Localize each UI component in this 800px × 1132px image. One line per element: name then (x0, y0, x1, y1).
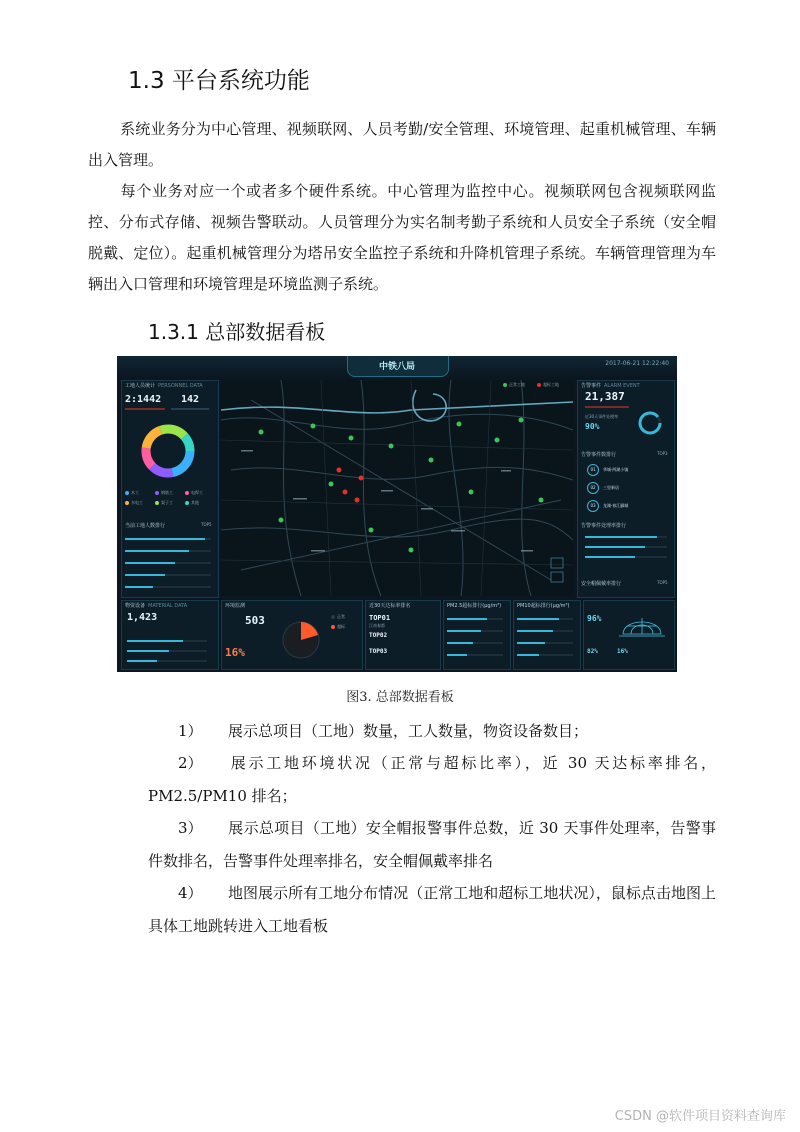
alarm-top-rank-1: 01 (587, 464, 599, 476)
helmet-wireframe-icon (617, 608, 667, 644)
list-item-3-text: 展示总项目（工地）安全帽报警事件总数，近 30 天事件处理率，告警事件数排名，告警事件处理率排名，安全帽佩戴率排名 (148, 819, 716, 870)
list-item-2 (148, 747, 716, 813)
personnel-rank-bar-4 (125, 574, 211, 576)
dashboard-title: 中铁八局 (378, 362, 415, 372)
pm25-row-2 (447, 630, 503, 632)
alarm-title: 告警事件 ALARM EVENT (581, 383, 640, 389)
environment-legend-normal: 正常 (331, 614, 345, 620)
handle-bar-1 (585, 536, 667, 538)
personnel-title: 工地人员统计 PERSONNEL DATA (125, 383, 203, 389)
legend-item-2: 钢筋工 (155, 490, 173, 496)
watermark: CSDN @软件项目资料查询库 (614, 1109, 786, 1124)
helmet-rate-a: 82% (587, 648, 598, 655)
personnel-rank-title: 当前工地人数排行 (125, 523, 166, 529)
legend-item-1: 木工 (125, 490, 139, 496)
environment-pie-chart (279, 618, 323, 662)
list-item-2-number: 2） (178, 754, 203, 772)
alarm-rate-value: 90% (585, 422, 600, 431)
compliance-top02: TOP02 (369, 632, 388, 639)
dashboard-figure (117, 356, 677, 672)
alarm-rate-gauge (637, 410, 663, 436)
helmet-rate-b: 16% (617, 648, 628, 655)
environment-count: 503 (245, 614, 265, 627)
alarm-top-title: 告警事件数排行 (581, 452, 617, 458)
handle-bar-3 (585, 556, 667, 558)
pm10-row-3 (517, 642, 573, 644)
paragraph-1 (88, 114, 716, 176)
legend-item-4: 水电工 (125, 500, 143, 506)
pm10-panel (513, 600, 581, 670)
list-item-4-text: 地图展示所有工地分布情况（正常工地和超标工地状况），鼠标点击地图上具体工地跳转进入工地看板 (148, 884, 716, 935)
pm25-row-4 (447, 654, 503, 656)
personnel-rank-tag: TOP5 (201, 522, 212, 527)
personnel-rank-bar-1 (125, 538, 211, 540)
personnel-rank-bar-5 (125, 586, 211, 588)
paragraph-2 (88, 176, 716, 300)
compliance-top03: TOP03 (369, 648, 388, 655)
list-item-1-text: 展示总项目（工地）数量，工人数量，物资设备数目； (228, 722, 589, 740)
list-item-3-number: 3） (178, 819, 203, 837)
pm10-title: PM10超标排行(μg/m³) (517, 603, 570, 609)
list-item-4-number: 4） (178, 884, 203, 902)
legend-normal-site: 正常工地 (503, 382, 525, 388)
personnel-panel (121, 380, 219, 598)
alarm-count: 21,387 (585, 390, 625, 403)
list-item-3 (148, 812, 716, 878)
environment-title: 环境监测 (225, 603, 246, 609)
paragraph-1-text: 系统业务分为中心管理、视频联网、人员考勤/安全管理、环境管理、起重机械管理、车辆出入管理。 (88, 120, 716, 169)
personnel-tag-b (171, 408, 209, 410)
list-item-4 (148, 877, 716, 943)
environment-exceed-rate: 16% (225, 646, 245, 659)
legend-item-6: 其他 (185, 500, 199, 506)
legend-exceed-site: 超标工地 (537, 382, 559, 388)
alarm-rate-label: 近30天事件处理率 (585, 414, 619, 419)
site-map[interactable] (221, 380, 573, 596)
compliance-title: 近30天达标率排名 (369, 603, 411, 609)
pm10-row-1 (517, 618, 573, 620)
pm25-panel (443, 600, 511, 670)
material-bar-2 (127, 650, 207, 652)
alarm-top-name-3[interactable]: 龙湖·春江郦城 (603, 503, 629, 508)
alarm-top-rank-3: 03 (587, 500, 599, 512)
alarm-handle-title: 告警事件处理率排行 (581, 523, 627, 529)
pm25-row-3 (447, 642, 503, 644)
personnel-tag-a (125, 408, 165, 410)
subsection-heading: 1.3.1 总部数据看板 (148, 320, 326, 344)
pm25-row-1 (447, 618, 503, 620)
pm25-title: PM2.5超标排行(μg/m³) (447, 603, 502, 609)
personnel-count-b: 142 (181, 394, 200, 405)
alarm-top-name-1[interactable]: 华城·两湖小镇 (603, 467, 629, 472)
helmet-rate: 96% (587, 614, 602, 623)
alarm-tag (585, 406, 629, 408)
pm10-row-4 (517, 654, 573, 656)
handle-bar-2 (585, 546, 667, 548)
material-count: 1,423 (127, 612, 158, 623)
helmet-rank-tag: TOP5 (657, 580, 668, 585)
environment-legend-exceed: 超标 (331, 624, 345, 630)
compliance-top01-name: 江南春都 (369, 623, 385, 628)
pm10-row-2 (517, 630, 573, 632)
material-bar-1 (127, 640, 207, 642)
paragraph-2-text: 每个业务对应一个或者多个硬件系统。中心管理为监控中心。视频联网包含视频联网监控、分布式存储、视频告警联动。人员管理分为实名制考勤子系统和人员安全子系统（安全帽脱戴、定位）。起重机械管理分为塔吊安全监控子系统和升降机管理子系统。车辆管理管理为车辆出入口管理和环境管理是环境监测子系统。 (88, 182, 716, 293)
alarm-top-tag: TOP3 (657, 451, 668, 456)
legend-item-5: 架子工 (155, 500, 173, 506)
personnel-rank-bar-3 (125, 562, 211, 564)
figure-caption: 图3. 总部数据看板 (346, 690, 454, 705)
alarm-top-rank-2: 02 (587, 482, 599, 494)
legend-item-3: 电焊工 (185, 490, 203, 496)
material-bar-3 (127, 660, 207, 662)
list-item-1 (148, 715, 716, 748)
section-heading: 1.3 平台系统功能 (128, 68, 310, 94)
personnel-donut-chart (139, 422, 197, 480)
material-title: 物资设备 MATERIAL DATA (125, 603, 188, 609)
list-item-1-number: 1） (178, 722, 203, 740)
dashboard-datetime: 2017-06-21 12:22:40 (605, 360, 669, 367)
list-item-2-text: 展示工地环境状况（正常与超标比率），近 30 天达标率排名，PM2.5/PM10 排名； (148, 754, 716, 805)
compliance-top01: TOP01 (369, 614, 391, 622)
personnel-rank-bar-2 (125, 550, 211, 552)
personnel-count-a: 2:1442 (125, 394, 162, 405)
alarm-top-name-2[interactable]: 三里新居 (603, 485, 619, 490)
helmet-rank-title: 安全帽佩戴率排行 (581, 581, 622, 587)
